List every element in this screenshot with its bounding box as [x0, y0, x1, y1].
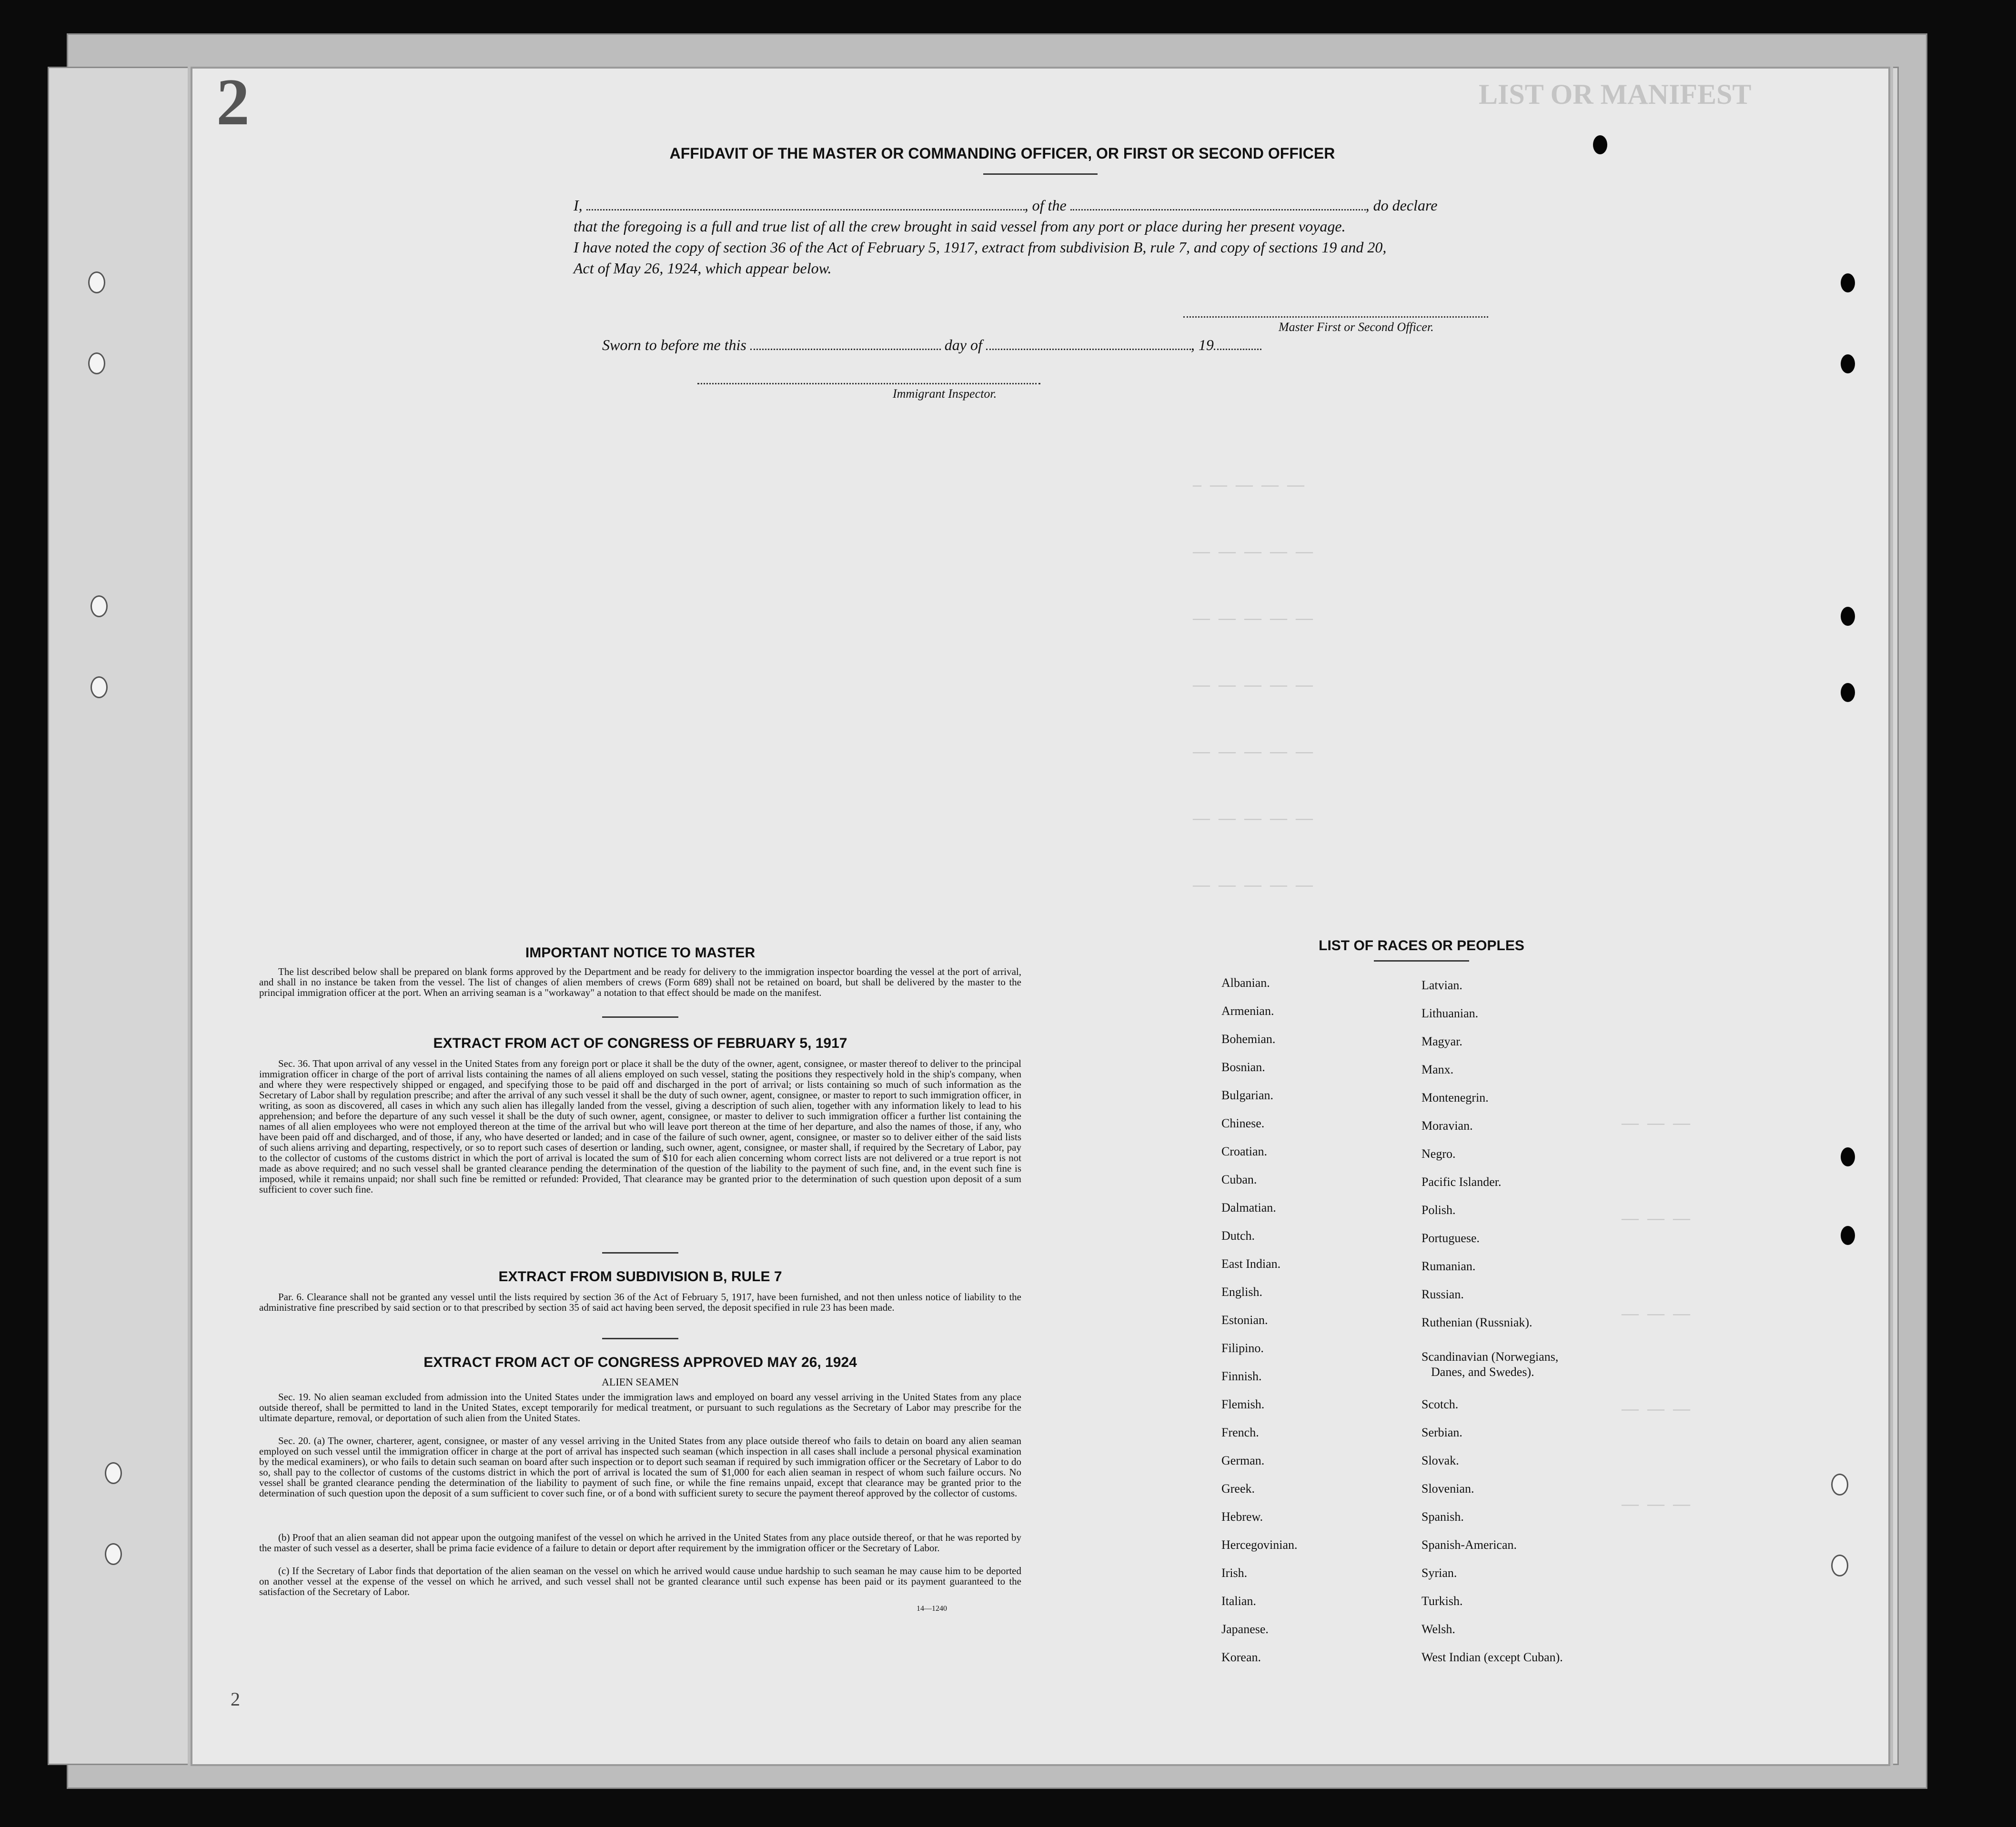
race-item: Bohemian.	[1221, 1032, 1276, 1046]
race-item: Croatian.	[1221, 1144, 1268, 1158]
race-item: Lithuanian.	[1421, 1006, 1479, 1020]
sworn-year-field[interactable]	[1214, 335, 1261, 350]
punch-hole	[1593, 135, 1607, 154]
race-item: Spanish-American.	[1421, 1538, 1517, 1552]
sec-19-text: Sec. 19. No alien seaman excluded from admission into the United States under the immigration laws and employed on board any vessel arriving in the United States from any place outside thereof, shall be permitted to land in the United States, except temporarily for medical treatment, or pursuant to such regulations as the Secretary of Labor may prescribe for the ultimate departure, removal, or deportation of such alien from the United States.	[259, 1391, 1021, 1424]
bleed-through-text: LIST OR MANIFEST	[1479, 79, 1752, 110]
race-item: East Indian.	[1221, 1257, 1281, 1271]
race-item: Welsh.	[1421, 1622, 1455, 1636]
sec-20c-text: (c) If the Secretary of Labor finds that deportation of the alien seaman on the vessel on which he arrived would cause undue hardship to such seaman he may cause him to be deported on another vessel at the expense of the vessel on which he arrived, and such vessel shall not be granted clearance until such expense has been paid or its payment guaranteed to the satisfaction of the Secretary of Labor.	[259, 1565, 1021, 1597]
race-item: Dutch.	[1221, 1229, 1255, 1243]
race-item: Syrian.	[1421, 1566, 1457, 1580]
race-item: Italian.	[1221, 1594, 1256, 1608]
race-item: Dalmatian.	[1221, 1201, 1276, 1215]
punch-hole	[1841, 607, 1855, 626]
affidavit-title: AFFIDAVIT OF THE MASTER OR COMMANDING OFFICER, OR FIRST OR SECOND OFFICER	[669, 145, 1335, 162]
race-item: Hebrew.	[1221, 1510, 1263, 1524]
vessel-field[interactable]	[1070, 196, 1366, 211]
race-item: Ruthenian (Russniak).	[1421, 1315, 1532, 1329]
punch-hole	[1841, 1226, 1855, 1245]
sec-20b-text: (b) Proof that an alien seaman did not appear upon the outgoing manifest of the vessel on which he arrived in the United States from any place outside thereof, or that he was reported by the master of such vessel as a deserter, shall be prima facie evidence of a failure to detain or deport after requirement by the immigration officer or the Secretary of Labor.	[259, 1532, 1021, 1554]
race-item: Danes, and Swedes).	[1431, 1365, 1534, 1379]
sec-20a-text: Sec. 20. (a) The owner, charterer, agent, consignee, or master of any vessel arriving in the United States from any place outside thereof who fails to detain on board any alien seaman employed on such vessel until the immigration officer in charge at the port of arrival has inspected such seaman (which inspection in all cases shall include a personal physical examination by the medical examiners), or who fails to detain such seaman on board after such inspection or to deport such seaman if required by such immigration officer or the Secretary of Labor to do so, shall pay to the collector of customs of the customs district in which the port of arrival is located the sum of $1,000 for each alien seaman in respect of whom such failure occurs. No vessel shall be granted clearance pending the determination of the liability to payment of such fine, or while the fine remains unpaid, except that clearance may be granted prior to the determination of such question upon the deposit of a sum sufficient to cover such fine, or of a bond with sufficient surety to secure the payment thereof approved by the collector of customs.	[259, 1435, 1021, 1499]
race-item: Rumanian.	[1421, 1259, 1476, 1273]
race-item: Slovenian.	[1421, 1482, 1474, 1496]
race-item: Flemish.	[1221, 1397, 1265, 1411]
race-item: French.	[1221, 1425, 1259, 1439]
punch-hole	[91, 595, 108, 617]
race-item: Cuban.	[1221, 1173, 1257, 1186]
race-item: Scotch.	[1421, 1397, 1459, 1411]
race-item: Irish.	[1221, 1566, 1248, 1580]
affidavit-of-the: , of the	[1024, 197, 1067, 214]
inspector-signature-line[interactable]	[697, 383, 1040, 384]
race-item: Armenian.	[1221, 1004, 1274, 1018]
race-item: Polish.	[1421, 1203, 1456, 1217]
race-item: Manx.	[1421, 1063, 1454, 1076]
race-item: Bosnian.	[1221, 1060, 1265, 1074]
manifest-sheet: LIST OR MANIFEST — —— —— —— —— —— —— —— —— —— —— —— —— —— —— —— —— —— —— —— —— —— —— —— —— —— —— —— —— —— —— —— —— —— —— —— —— —— —— —— —— —— —— —— —— —— —— —— —— —— 2 2 AFFIDAVIT OF THE MASTER OR COMMANDING OFFICER, OR FIRST OR SECOND OFFICER I, , of the , do declare that the foregoing is a full and true list of all the crew brought in said vessel from any port or place during her present voyage. I have noted the copy of section 36 of the Act of February 5, 1917, extract from subdivision B, rule 7, and copy of sections 19 and 20, Act of May 26, 1924, which appear below. Master First or Second Officer. Sworn to before me this day of , 19 Immigrant Inspector. IMPORTANT NOTICE TO MASTER The list described below shall be prepared on blank forms approved by the Department and be ready for delivery to the immigration inspector boarding the vessel at the port of arrival, and shall in no instance be taken from the vessel. The list of changes of alien members of crews (Form 689) shall not be retained on board, but shall be delivered by the master to the principal immigration officer at the port. When an arriving seaman is a "workaway" a notation to that effect should be made on the manifest. EXTRACT FROM ACT OF CONGRESS OF FEBRUARY 5, 1917 Sec. 36. That upon arrival of any vessel in the United States from any foreign port or place it shall be the duty of the owner, agent, consignee, or master thereof to deliver to the principal immigration officer in charge of the port of arrival lists containing the names of all aliens employed on such vessel, stating the positions they respectively hold in the ship's company, when and where they were respectively shipped or engaged, and specifying those to be paid off and discharged in the port of arrival; or lists containing so much of such information as the Secretary of Labor shall by regulation prescribe; and after the arrival of any such vessel it shall be the duty of such owner, agent, consignee, or master to report to such immigration officer, in writing, as soon as discovered, all cases in which any such alien has illegally landed from the vessel, giving a description of such alien, together with any information likely to lead to his apprehension; and before the departure of any such vessel it shall be the duty of such owner, agent, consignee, or master to deliver to such immigration officer a further list containing the names of all alien employees who were not employed thereon at the time of the arrival but who will leave port thereon at the time of her departure, and also the names of those, if any, who have been paid off and discharged, and of those, if any, who have deserted or landed; and in case of the failure of such owner, agent, consignee, or master so to deliver either of the said lists of such aliens arriving and departing, respectively, or so to report such cases of desertion or landing, such owner, agent, consignee, or master shall, if required by the Secretary of Labor, pay to the collector of customs of the customs district in which the port of arrival is located the sum of $10 for each alien concerning whom correct lists are not delivered or a true report is not made as above required; and no such vessel shall be granted clearance pending the determination of the question of the liability to the payment of such fine, and, in the event such fine is imposed, while it remains unpaid; nor shall such fine be remitted or refunded: Provided, That clearance may be granted prior to the determination of such question upon deposit of a sum sufficient to cover such fine. EXTRACT FROM SUBDIVISION B, RULE 7 Par. 6. Clearance shall not be granted any vessel until the lists required by section 36 of the Act of February 5, 1917, have been furnished, and not then unless notice of liability to the administrative fine prescribed by said section or to that prescribed by section 35 of said act having been served, the deposit specified in rule 23 has been made. EXTRACT FROM ACT OF CONGRESS APPROVED MAY 26, 1924 ALIEN SEAMEN Sec. 19. No alien seaman excluded from admission into the United States under the immigration laws and employed on board any vessel arriving in the United States from any place outside thereof, shall be permitted to land in the United States, except temporarily for medical treatment, or pursuant to such regulations as the Secretary of Labor may prescribe for the ultimate departure, removal, or deportation of such alien from the United States. Sec. 20. (a) The owner, charterer, agent, consignee, or master of any vessel arriving in the United States from any place outside thereof who fails to detain on board any alien seaman employed on such vessel until the immigration officer in charge at the port of arrival has inspected such seaman (which inspection in all cases shall include a personal physical examination by the medical examiners), or who fails to detain such seaman on board after such inspection or to deport such seaman if required by such immigration officer or the Secretary of Labor to do so, shall pay to the collector of customs of the customs district in which the port of arrival is located the sum of $1,000 for each alien seaman in respect of whom such failure occurs. No vessel shall be granted clearance pending the determination of the liability to payment of such fine, or while the fine remains unpaid, except that clearance may be granted prior to the determination of such question upon the deposit of a sum sufficient to cover such fine, or of a bond with sufficient surety to secure the payment thereof approved by the collector of customs. (b) Proof that an alien seaman did not appear upon the outgoing manifest of the vessel on which he arrived in the United States from any place outside thereof, or that he was reported by the master of such vessel as a deserter, shall be prima facie evidence of a failure to detain or deport after requirement by the immigration officer or the Secretary of Labor. (c) If the Secretary of Labor finds that deportation of the alien seaman on the vessel on which he arrived would cause undue hardship to such seaman he may cause him to be deported on another vessel at the expense of the vessel on which he arrived, and such vessel shall not be granted clearance until such expense has been paid or its payment guaranteed to the satisfaction of the Secretary of Labor. 14—1240 LIST OF RACES OR PEOPLES Albanian. Armenian. Bohemian. Bosnian. Bulgarian. Chinese. Croatian. Cuban. Dalmatian. Dutch. East Indian. English. Estonian. Filipino. Finnish. Flemish. French. German. Greek. Hebrew. Hercegovinian. Irish. Italian. Japanese. Korean. Latvian. Lithuanian. Magyar. Manx. Montenegrin. Moravian. Negro. Pacific Islander. Polish. Portuguese. Rumanian. Russian. Ruthenian (Russniak). Scandinavian (Norwegians, Danes, and Swedes). Scotch. Serbian. Slovak. Slovenian. Spanish. Spanish-American. Syrian. Turkish. Welsh. West Indian (except Cuban).	[191, 67, 1890, 1766]
name-field[interactable]	[586, 196, 1025, 211]
punch-hole	[1841, 1147, 1855, 1166]
divider	[602, 1016, 678, 1018]
form-number: 14—1240	[917, 1605, 947, 1613]
race-item: Latvian.	[1421, 978, 1462, 992]
extract-1917-text: Sec. 36. That upon arrival of any vessel in the United States from any foreign port or place it shall be the duty of the owner, agent, consignee, or master thereof to deliver to the principal immigration officer in charge of the port of arrival lists containing the names of all aliens employed on such vessel, stating the positions they respectively hold in the ship's company, when and where they were respectively shipped or engaged, and specifying those to be paid off and discharged in the port of arrival; or lists containing so much of such information as the Secretary of Labor shall by regulation prescribe; and after the arrival of any such vessel it shall be the duty of such owner, agent, consignee, or master to report to such immigration officer, in writing, as soon as discovered, all cases in which any such alien has illegally landed from the vessel, giving a description of such alien, together with any information likely to lead to his apprehension; and before the departure of any such vessel it shall be the duty of such owner, agent, consignee, or master to deliver to such immigration officer a further list containing the names of all alien employees who were not employed thereon at the time of the arrival but who will leave port thereon at the time of her departure, and also the names of those, if any, who have been paid off and discharged, and of those, if any, who have deserted or landed; and in case of the failure of such owner, agent, consignee, or master so to deliver either of the said lists of such aliens arriving and departing, respectively, or so to report such cases of desertion or landing, such owner, agent, consignee, or master shall, if required by the Secretary of Labor, pay to the collector of customs of the customs district in which the port of arrival is located the sum of $10 for each alien concerning whom correct lists are not delivered or a true report is not made as above required; and no such vessel shall be granted clearance pending the determination of the question of the liability to the payment of such fine, and, in the event such fine is imposed, while it remains unpaid; nor shall such fine be remitted or refunded: Provided, That clearance may be granted prior to the determination of such question upon deposit of a sum sufficient to cover such fine.	[259, 1058, 1021, 1195]
race-item: German.	[1221, 1454, 1265, 1467]
race-item: Finnish.	[1221, 1369, 1262, 1383]
day-of-label: day of	[944, 336, 982, 353]
races-title: LIST OF RACES OR PEOPLES	[1319, 938, 1524, 954]
race-item: Japanese.	[1221, 1622, 1269, 1636]
extract-1924-subtitle: ALIEN SEAMEN	[602, 1376, 679, 1388]
page-number-mark: 2	[216, 65, 250, 139]
punch-hole	[88, 352, 105, 374]
year-prefix: , 19	[1190, 336, 1214, 353]
notice-title: IMPORTANT NOTICE TO MASTER	[525, 945, 756, 961]
race-item: Bulgarian.	[1221, 1088, 1274, 1102]
extract-rule7-title: EXTRACT FROM SUBDIVISION B, RULE 7	[498, 1269, 782, 1285]
divider	[602, 1338, 678, 1339]
corner-mark: 2	[231, 1688, 240, 1710]
race-item: Estonian.	[1221, 1313, 1268, 1327]
race-item: Magyar.	[1421, 1034, 1462, 1048]
race-item: Spanish.	[1421, 1510, 1464, 1524]
race-item: Pacific Islander.	[1421, 1175, 1502, 1189]
affidavit-do-declare: , do declare	[1365, 197, 1438, 214]
race-item: Korean.	[1221, 1650, 1261, 1664]
punch-hole	[91, 676, 108, 698]
race-item: English.	[1221, 1285, 1262, 1299]
divider	[1374, 960, 1469, 962]
punch-hole	[105, 1462, 122, 1484]
extract-1917-title: EXTRACT FROM ACT OF CONGRESS OF FEBRUARY 5, 1917	[433, 1035, 847, 1051]
signature-line[interactable]	[1183, 316, 1488, 318]
punch-hole	[1831, 1474, 1848, 1496]
affidavit-i-label: I,	[574, 197, 583, 214]
race-item: West Indian (except Cuban).	[1421, 1650, 1563, 1664]
divider	[983, 173, 1098, 175]
affidavit-line-2: that the foregoing is a full and true list of all the crew brought in said vessel from any port or place during her present voyage.	[574, 218, 1346, 235]
race-item: Scandinavian (Norwegians,	[1421, 1350, 1559, 1364]
sworn-month-field[interactable]	[986, 335, 1191, 350]
punch-hole	[1831, 1555, 1848, 1576]
extract-rule7-text: Par. 6. Clearance shall not be granted any vessel until the lists required by section 36 of the Act of February 5, 1917, have been furnished, and not then unless notice of liability to the administrative fine prescribed by said section or to that prescribed by section 35 of said act having been served, the deposit specified in rule 23 has been made.	[259, 1291, 1021, 1313]
punch-hole	[1841, 354, 1855, 373]
race-item: Slovak.	[1421, 1454, 1459, 1467]
sworn-day-field[interactable]	[750, 335, 941, 350]
race-item: Moravian.	[1421, 1119, 1473, 1133]
race-item: Russian.	[1421, 1287, 1464, 1301]
race-item: Hercegovinian.	[1221, 1538, 1298, 1552]
divider	[602, 1252, 678, 1254]
inspector-caption: Immigrant Inspector.	[893, 387, 997, 401]
affidavit-declaration	[574, 195, 1717, 279]
sworn-before-label: Sworn to before me this	[602, 336, 746, 353]
race-item: Filipino.	[1221, 1341, 1264, 1355]
race-item: Turkish.	[1421, 1594, 1463, 1608]
race-item: Albanian.	[1221, 976, 1270, 990]
race-item: Chinese.	[1221, 1116, 1265, 1130]
punch-hole	[105, 1543, 122, 1565]
race-item: Greek.	[1221, 1482, 1255, 1496]
signature-caption: Master First or Second Officer.	[1279, 320, 1434, 334]
sworn-line	[602, 335, 1261, 354]
race-item: Serbian.	[1421, 1425, 1462, 1439]
punch-hole	[88, 271, 105, 293]
affidavit-line-3: I have noted the copy of section 36 of the Act of February 5, 1917, extract from subdivision B, rule 7, and copy of sections 19 and 20,	[574, 239, 1387, 256]
race-item: Negro.	[1421, 1147, 1456, 1161]
affidavit-line-4: Act of May 26, 1924, which appear below.	[574, 260, 832, 277]
race-item: Portuguese.	[1421, 1231, 1480, 1245]
punch-hole	[1841, 683, 1855, 702]
race-item: Montenegrin.	[1421, 1091, 1489, 1104]
extract-1924-title: EXTRACT FROM ACT OF CONGRESS APPROVED MAY 26, 1924	[423, 1355, 857, 1370]
notice-text: The list described below shall be prepared on blank forms approved by the Department and be ready for delivery to the immigration inspector boarding the vessel at the port of arrival, and shall in no instance be taken from the vessel. The list of changes of alien members of crews (Form 689) shall not be retained on board, but shall be delivered by the master to the principal immigration officer at the port. When an arriving seaman is a "workaway" a notation to that effect should be made on the manifest.	[259, 966, 1021, 998]
punch-hole	[1841, 273, 1855, 292]
